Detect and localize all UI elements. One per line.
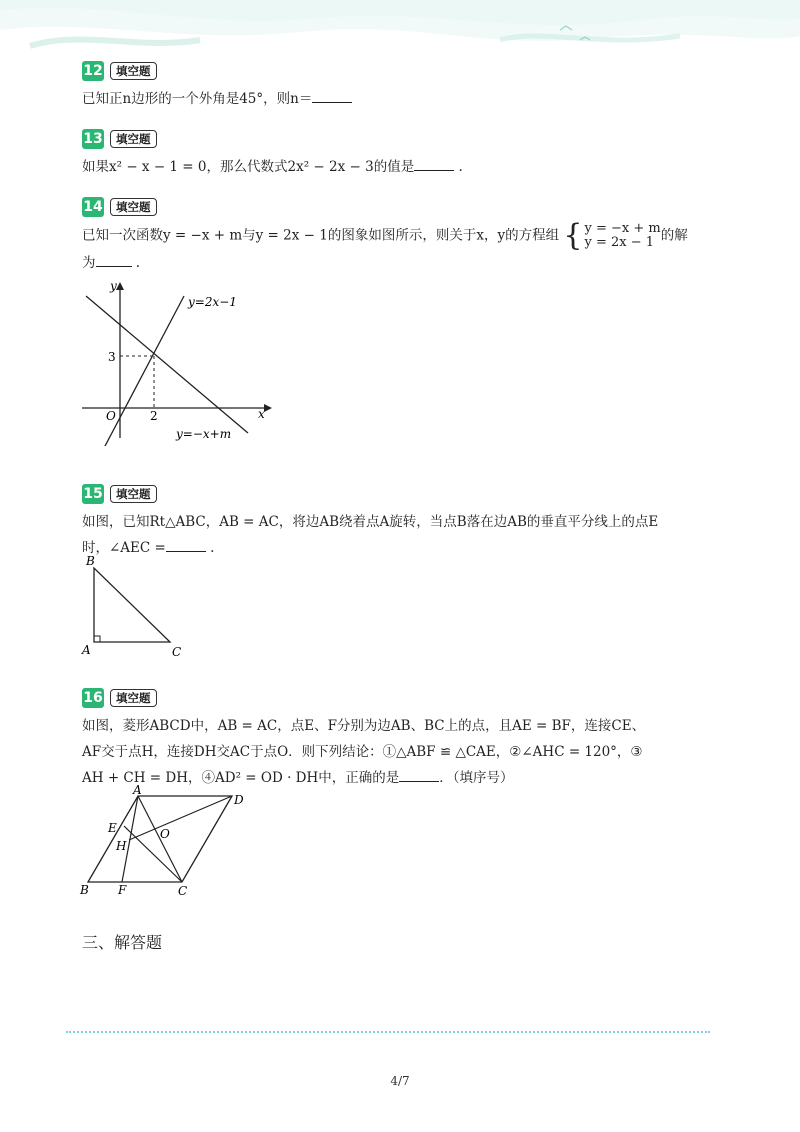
y-axis-label: y: [110, 279, 117, 293]
point-f-label: F: [118, 883, 127, 897]
question-type-tag: 填空题: [110, 485, 157, 503]
footer-dotted-divider: [66, 1031, 710, 1033]
segment-dh: [129, 796, 232, 840]
question-number-badge: 14: [83, 199, 103, 215]
tick-y-label: 3: [108, 350, 116, 364]
x-axis-arrow: [264, 404, 272, 412]
figure-15-triangle: [80, 552, 190, 658]
vertex-d-label: D: [234, 793, 244, 807]
answer-blank[interactable]: [399, 767, 439, 782]
equation-system: { y = −x + m y = 2x − 1: [563, 218, 661, 253]
section-title: 三、解答题: [82, 933, 163, 952]
figure-16-rhombus: [78, 782, 278, 902]
question-13: [82, 128, 722, 180]
question-type-tag: 填空题: [110, 62, 157, 80]
line1-label: y=2x−1: [188, 295, 237, 309]
header-decoration: [0, 0, 800, 64]
figure-14-graph: [78, 278, 278, 446]
line2-label: y=−x+m: [176, 427, 232, 441]
point-h-label: H: [116, 839, 127, 853]
triangle-abc: [94, 568, 170, 642]
question-number-badge: 16: [83, 690, 103, 706]
vertex-a-label: A: [133, 783, 142, 797]
answer-blank[interactable]: [166, 537, 206, 552]
vertex-a-label: A: [82, 643, 91, 657]
question-number-badge: 15: [83, 486, 103, 502]
question-16: [82, 687, 722, 791]
question-type-tag: 填空题: [110, 689, 157, 707]
right-angle-mark: [94, 636, 100, 642]
question-text: 已知正n边形的一个外角是45°，则n＝: [82, 86, 722, 112]
x-axis-label: x: [258, 407, 265, 421]
question-text: 如图，菱形ABCD中，AB = AC，点E、F分别为边AB、BC上的点，且AE = BF，连接CE、: [82, 718, 646, 734]
question-14: [82, 196, 722, 276]
y-axis-arrow: [116, 282, 124, 290]
question-15: [82, 483, 722, 561]
question-text-cont: AF交于点H，连接DH交AC于点O．则下列结论：①△ABF ≌ △CAE，②∠AHC = 120°，③: [82, 744, 643, 760]
segment-ce: [124, 826, 182, 882]
tick-x-label: 2: [150, 409, 158, 423]
origin-label: O: [106, 409, 116, 423]
vertex-b-label: B: [80, 883, 89, 897]
line-y-2x-1: [104, 296, 184, 446]
vertex-b-label: B: [86, 554, 95, 568]
answer-blank[interactable]: [96, 252, 132, 267]
question-text: 如果x² − x − 1 = 0，那么代数式2x² − 2x − 3的值是 .: [82, 154, 722, 180]
point-o-label: O: [160, 827, 170, 841]
question-text-cont: 为 .: [82, 250, 722, 276]
vertex-c-label: C: [172, 645, 182, 658]
question-text: 如图，已知Rt△ABC，AB = AC，将边AB绕着点A旋转，当点B落在边AB的垂直平分线上的点E: [82, 514, 659, 530]
page-number: 4/7: [390, 1074, 410, 1088]
question-type-tag: 填空题: [110, 130, 157, 148]
vertex-c-label: C: [178, 884, 188, 898]
question-text-cont: AH + CH = DH，④AD² = OD · DH中，正确的是 ．（填序号）: [82, 765, 722, 791]
question-type-tag: 填空题: [110, 198, 157, 216]
question-number-badge: 13: [83, 131, 103, 147]
point-e-label: E: [108, 821, 117, 835]
question-number-badge: 12: [83, 63, 103, 79]
answer-blank[interactable]: [312, 88, 352, 103]
question-12: [82, 60, 722, 112]
answer-blank[interactable]: [414, 156, 454, 171]
question-text-cont: 时，∠AEC = .: [82, 535, 722, 561]
question-text: 已知一次函数y = −x + m与y = 2x − 1的图象如图所示，则关于x，y的方程组 { y = −x + m y = 2x − 1 的解: [82, 218, 688, 253]
